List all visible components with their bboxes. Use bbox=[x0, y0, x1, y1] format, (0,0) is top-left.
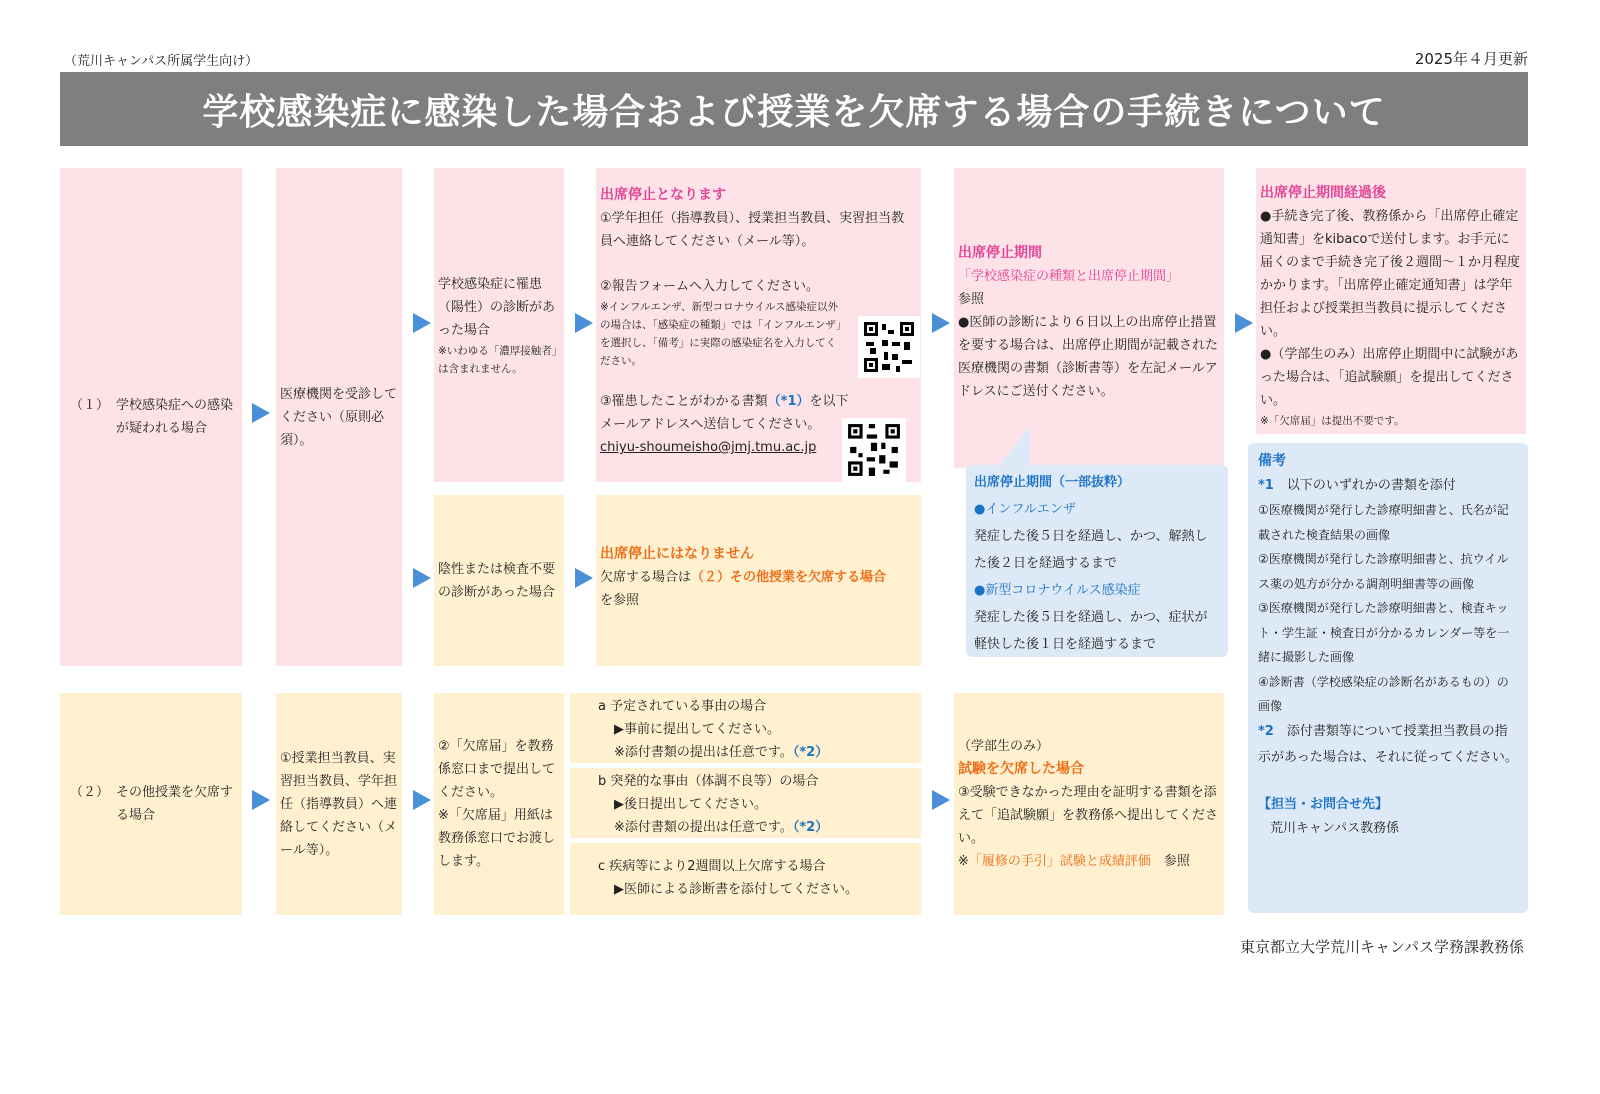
arrow-icon bbox=[932, 313, 950, 333]
period-heading: 出席停止期間 bbox=[958, 245, 1042, 261]
exam-note-ref: 参照 bbox=[1150, 854, 1190, 869]
arrow-icon bbox=[575, 568, 593, 588]
no-suspension-text: 欠席する場合は bbox=[600, 570, 692, 585]
case-b-note: ※添付書類の提出は任意です。 bbox=[614, 820, 793, 835]
absence-form-box bbox=[434, 693, 564, 915]
exam-heading: 試験を欠席した場合 bbox=[958, 761, 1084, 777]
period-excerpt-box bbox=[966, 465, 1228, 657]
suspension-item2-note: ※インフルエンザ、新型コロナウイルス感染症以外の場合は、「感染症の種類」では「インフルエンザ」を選択し、「備考」に実際の感染症名を入力してください。 bbox=[600, 301, 842, 367]
negative-text: 陰性または検査不要の診断があった場合 bbox=[438, 561, 556, 600]
case-a-note: ※添付書類の提出は任意です。 bbox=[614, 745, 793, 760]
qr-code-email-icon[interactable] bbox=[842, 418, 906, 482]
after-bullet1: ●手続き完了後、教務係から「出席停止確定通知書」をkibacoで送付します。お手元に届くのまで手続き完了後２週間～１か月程度かかります。「出席停止確定通知書」は学年担任および授業担当教員に提示してください。 bbox=[1260, 209, 1521, 339]
case-a-action: ▶事前に提出してください。 bbox=[614, 722, 780, 737]
after-heading: 出席停止期間経過後 bbox=[1260, 185, 1386, 201]
email-link[interactable]: chiyu-shoumeisho@jmj.tmu.ac.jp bbox=[600, 440, 817, 455]
note1-item: ④診断書（学校感染症の診断名があるもの）の画像 bbox=[1258, 674, 1509, 713]
contact-teachers-text: ①授業担当教員、実習担当教員、学年担任（指導教員）へ連絡してください（メール等）。 bbox=[280, 750, 398, 858]
no-suspension-box bbox=[596, 495, 921, 666]
case-c-box bbox=[570, 843, 921, 915]
audience-label: （荒川キャンパス所属学生向け） bbox=[64, 54, 259, 69]
arrow-icon bbox=[252, 790, 270, 810]
period-ref: 参照 bbox=[958, 292, 985, 307]
positive-text: 学校感染症に罹患（陽性）の診断があった場合 bbox=[438, 276, 556, 338]
note1-item: ①医療機関が発行した診療明細書と、氏名が記載された検査結果の画像 bbox=[1258, 503, 1509, 542]
excerpt-flu-text: 発症した後５日を経過し、かつ、解熱した後２日を経過するまで bbox=[974, 529, 1208, 571]
after-period-box bbox=[1256, 168, 1526, 434]
negative-box bbox=[434, 495, 564, 666]
case1-label: （１） bbox=[70, 398, 110, 413]
page-title: 学校感染症に感染した場合および授業を欠席する場合の手続きについて bbox=[202, 91, 1386, 133]
period-bullet: ●医師の診断により６日以上の出席停止措置を要する場合は、出席停止期間が記載された医療機関の書類（診断書等）を左記メールアドレスにご送付ください。 bbox=[958, 315, 1219, 399]
excerpt-covid-text: 発症した後５日を経過し、かつ、症状が軽快した後１日を経過するまで bbox=[974, 610, 1208, 652]
excerpt-covid-label: ●新型コロナウイルス感染症 bbox=[974, 583, 1141, 598]
title-bar bbox=[60, 72, 1528, 146]
contact-heading: 【担当・お問合せ先】 bbox=[1258, 796, 1389, 812]
ref-note2: （*2） bbox=[792, 820, 829, 835]
note1-item: ③医療機関が発行した診療明細書と、検査キット・学生証・検査日が分かるカレンダー等を一緒に撮影した画像 bbox=[1258, 601, 1510, 664]
visit-clinic-text: 医療機関を受診してください（原則必須）。 bbox=[280, 386, 398, 448]
ref-note2: （*2） bbox=[792, 745, 829, 760]
case1-text: 学校感染症への感染が疑われる場合 bbox=[116, 398, 234, 436]
exam-text: ③受験できなかった理由を証明する書類を添えて「追試験願」を教務係へ提出してください。 bbox=[958, 785, 1219, 846]
note2-text: 添付書類等について授業担当教員の指示があった場合は、それに従ってください。 bbox=[1258, 723, 1518, 765]
arrow-icon bbox=[413, 790, 431, 810]
contact-teachers-box bbox=[276, 693, 402, 915]
remarks-box bbox=[1248, 443, 1528, 913]
arrow-icon bbox=[932, 790, 950, 810]
note2-mark: *2 bbox=[1258, 723, 1274, 739]
excerpt-flu-label: ●インフルエンザ bbox=[974, 502, 1076, 517]
case-a-box bbox=[570, 693, 921, 763]
absence-form-note: ※「欠席届」用紙は教務係窓口でお渡しします。 bbox=[438, 808, 556, 869]
ref-note1: （*1） bbox=[767, 394, 810, 409]
arrow-icon bbox=[1235, 313, 1253, 333]
excerpt-heading: 出席停止期間（一部抜粋） bbox=[974, 475, 1131, 490]
no-suspension-post: を参照 bbox=[600, 593, 640, 608]
case-b-box bbox=[570, 768, 921, 838]
note1-item: ②医療機関が発行した診療明細書と、抗ウイルス薬の処方が分かる調剤明細書等の画像 bbox=[1258, 552, 1509, 591]
qr-code-report-form-icon[interactable] bbox=[858, 316, 920, 378]
absence-form-text: ②「欠席届」を教務係窓口まで提出してください。 bbox=[438, 739, 556, 800]
case-b-title: b 突発的な事由（体調不良等）の場合 bbox=[598, 774, 819, 789]
case-c-action: ▶医師による診断書を添付してください。 bbox=[614, 882, 858, 897]
exam-absence-box bbox=[954, 693, 1224, 915]
suspension-item1: ①学年担任（指導教員）、授業担当教員、実習担当教員へ連絡してください（メール等）。 bbox=[600, 211, 905, 249]
step-visit-clinic bbox=[276, 168, 402, 666]
arrow-icon bbox=[252, 403, 270, 423]
period-box bbox=[954, 168, 1224, 468]
case-a-title: a 予定されている事由の場合 bbox=[598, 699, 767, 714]
case1-box bbox=[60, 168, 242, 666]
exam-scope: （学部生のみ） bbox=[958, 739, 1050, 754]
after-note: ※「欠席届」は提出不要です。 bbox=[1260, 415, 1405, 427]
case2-label: （２） bbox=[70, 785, 110, 800]
no-suspension-heading: 出席停止にはなりません bbox=[600, 546, 754, 562]
note1-mark: *1 bbox=[1258, 477, 1274, 493]
suspension-item2: ②報告フォームへ入力してください。 bbox=[600, 279, 820, 294]
case2-text: その他授業を欠席する場合 bbox=[116, 785, 234, 823]
positive-note: ※いわゆる「濃厚接触者」は含まれません。 bbox=[438, 344, 558, 375]
contact-office: 荒川キャンパス教務係 bbox=[1270, 821, 1400, 836]
suspension-item3-post: を以下メールアドレスへ送信してください。 bbox=[600, 394, 849, 432]
arrow-icon bbox=[413, 568, 431, 588]
case-c-title: c 疾病等により2週間以上欠席する場合 bbox=[598, 859, 826, 874]
suspension-heading: 出席停止となります bbox=[600, 187, 726, 203]
period-table-link[interactable]: 「学校感染症の種類と出席停止期間」 bbox=[958, 269, 1180, 284]
guidebook-link[interactable]: 「履修の手引」試験と成績評価 bbox=[968, 854, 1151, 869]
suspension-box bbox=[596, 168, 921, 482]
updated-date: 2025年４月更新 bbox=[1414, 50, 1528, 68]
section2-reference-link[interactable]: （２）その他授業を欠席する場合 bbox=[691, 570, 887, 585]
note1-text: 以下のいずれかの書類を添付 bbox=[1273, 477, 1456, 493]
remarks-heading: 備考 bbox=[1258, 453, 1286, 469]
after-bullet2: ●（学部生のみ）出席停止期間中に試験があった場合は、「追試験願」を提出してください。 bbox=[1260, 347, 1519, 408]
positive-box bbox=[434, 168, 564, 482]
case2-box bbox=[60, 693, 242, 915]
arrow-icon bbox=[575, 313, 593, 333]
case-b-action: ▶後日提出してください。 bbox=[614, 797, 767, 812]
arrow-icon bbox=[413, 313, 431, 333]
issuer: 東京都立大学荒川キャンパス学務課教務係 bbox=[1240, 938, 1524, 956]
exam-note-mark: ※ bbox=[958, 854, 969, 869]
suspension-item3-text: ③罹患したことがわかる書類 bbox=[600, 394, 768, 409]
